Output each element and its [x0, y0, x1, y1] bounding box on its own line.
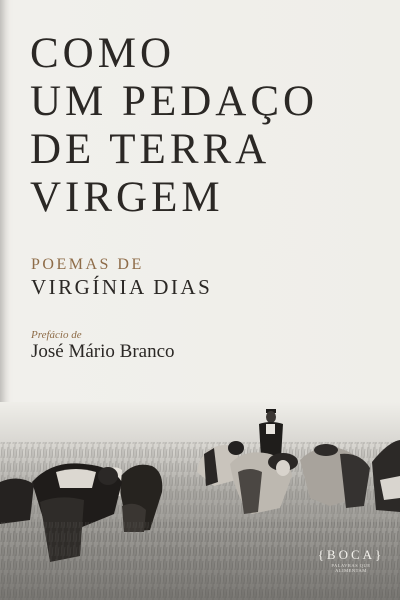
- title-line: VIRGEM: [30, 174, 224, 221]
- publisher-logo: [316, 547, 386, 573]
- title-line: UM PEDAÇO: [30, 78, 319, 125]
- title-line: COMO: [30, 30, 176, 77]
- title-line: DE TERRA: [30, 126, 271, 173]
- publisher-tagline: PALAVRAS QUE ALIMENTAM: [331, 563, 371, 573]
- subtitle: POEMAS DE: [31, 256, 144, 273]
- book-title: [30, 30, 318, 222]
- author-name: VIRGÍNIA DIAS: [31, 275, 213, 299]
- preface-author: José Mário Branco: [31, 341, 175, 362]
- publisher-name: {BOCA}: [317, 547, 385, 562]
- preface-label: Prefácio de: [31, 329, 82, 341]
